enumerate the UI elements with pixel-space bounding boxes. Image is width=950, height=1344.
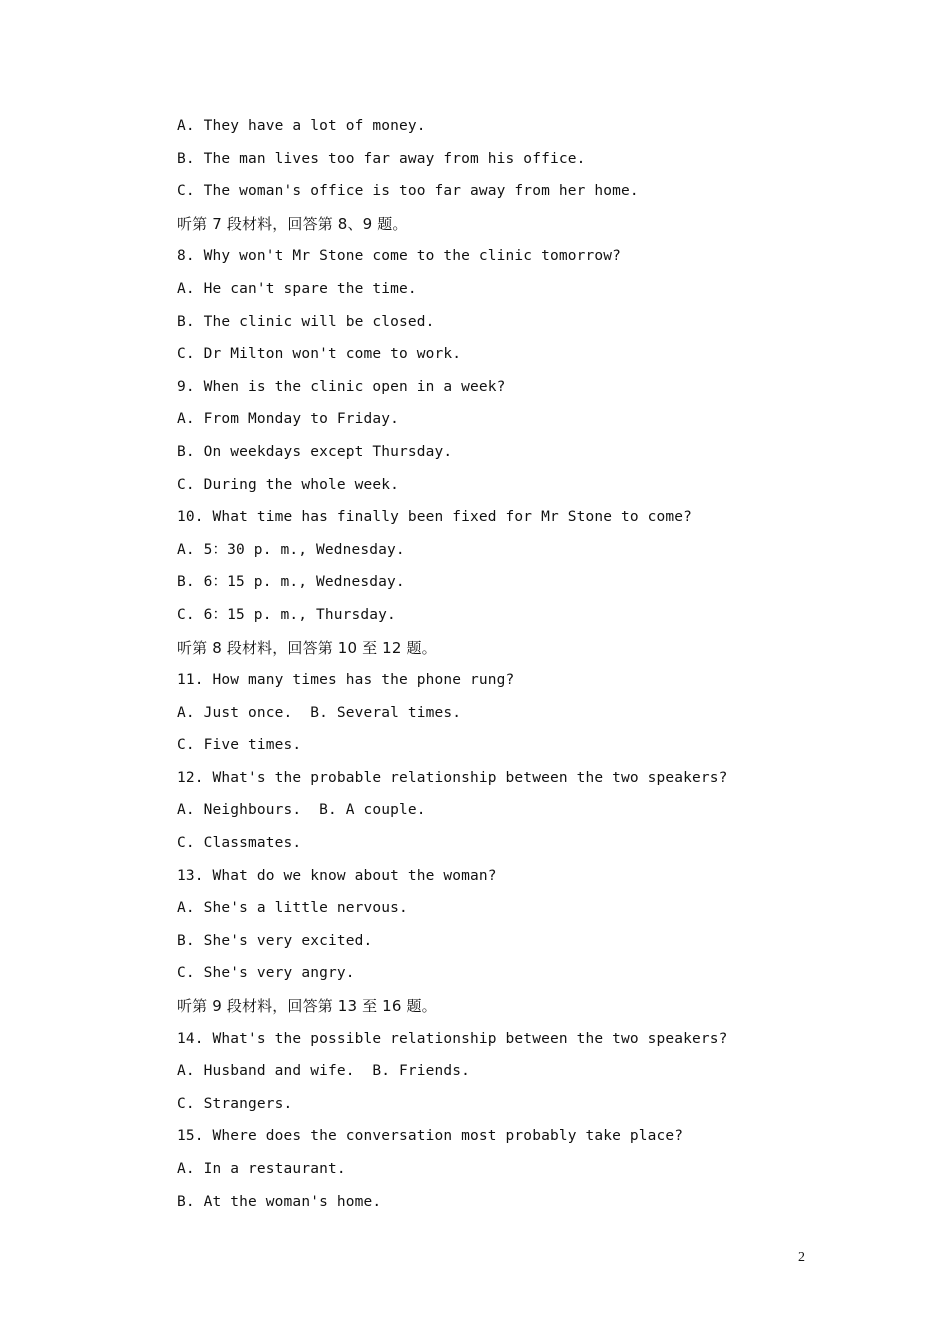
question-text: 11. How many times has the phone rung? <box>177 672 515 689</box>
answer-option: B. On weekdays except Thursday. <box>177 443 453 460</box>
question-text: 9. When is the clinic open in a week? <box>177 378 506 395</box>
answer-option: A. He can't spare the time. <box>177 280 417 297</box>
answer-option: C. The woman's office is too far away from her home. <box>177 183 639 200</box>
section-heading: 听第 7 段材料，回答第 8、9 题。 <box>177 214 408 233</box>
answer-option: B. The clinic will be closed. <box>177 313 435 330</box>
answer-option: C. Five times. <box>177 737 302 754</box>
question-text: 15. Where does the conversation most probably take place? <box>177 1128 684 1145</box>
answer-option: A. 5：30 p. m., Wednesday. <box>177 541 405 558</box>
answer-option: A. From Monday to Friday. <box>177 411 399 428</box>
answer-option: A. Husband and wife. B. Friends. <box>177 1063 471 1080</box>
question-text: 14. What's the possible relationship between the two speakers? <box>177 1030 728 1047</box>
answer-option: B. The man lives too far away from his office. <box>177 150 586 167</box>
page-number: 2 <box>798 1250 805 1265</box>
question-text: 10. What time has finally been fixed for Mr Stone to come? <box>177 509 693 526</box>
answer-option: A. They have a lot of money. <box>177 118 426 134</box>
answer-option: C. Dr Milton won't come to work. <box>177 346 462 363</box>
question-text: 8. Why won't Mr Stone come to the clinic tomorrow? <box>177 248 621 265</box>
answer-option: A. Neighbours. B. A couple. <box>177 802 426 819</box>
answer-option: C. During the whole week. <box>177 476 399 493</box>
section-heading: 听第 8 段材料，回答第 10 至 12 题。 <box>177 638 437 657</box>
answer-option: B. 6：15 p. m., Wednesday. <box>177 574 405 591</box>
question-text: 12. What's the probable relationship between the two speakers? <box>177 769 728 786</box>
answer-option: A. In a restaurant. <box>177 1161 346 1177</box>
answer-option: A. She's a little nervous. <box>177 900 408 917</box>
page-content <box>177 114 817 1222</box>
answer-option: C. She's very angry. <box>177 965 355 982</box>
question-text: 13. What do we know about the woman? <box>177 867 497 884</box>
answer-option: C. 6：15 p. m., Thursday. <box>177 606 396 623</box>
answer-option: A. Just once. B. Several times. <box>177 704 462 721</box>
answer-option: B. At the woman's home. <box>177 1193 382 1210</box>
answer-option: C. Classmates. <box>177 835 302 852</box>
answer-option: C. Strangers. <box>177 1095 293 1112</box>
section-heading: 听第 9 段材料，回答第 13 至 16 题。 <box>177 997 437 1016</box>
answer-option: B. She's very excited. <box>177 932 373 949</box>
